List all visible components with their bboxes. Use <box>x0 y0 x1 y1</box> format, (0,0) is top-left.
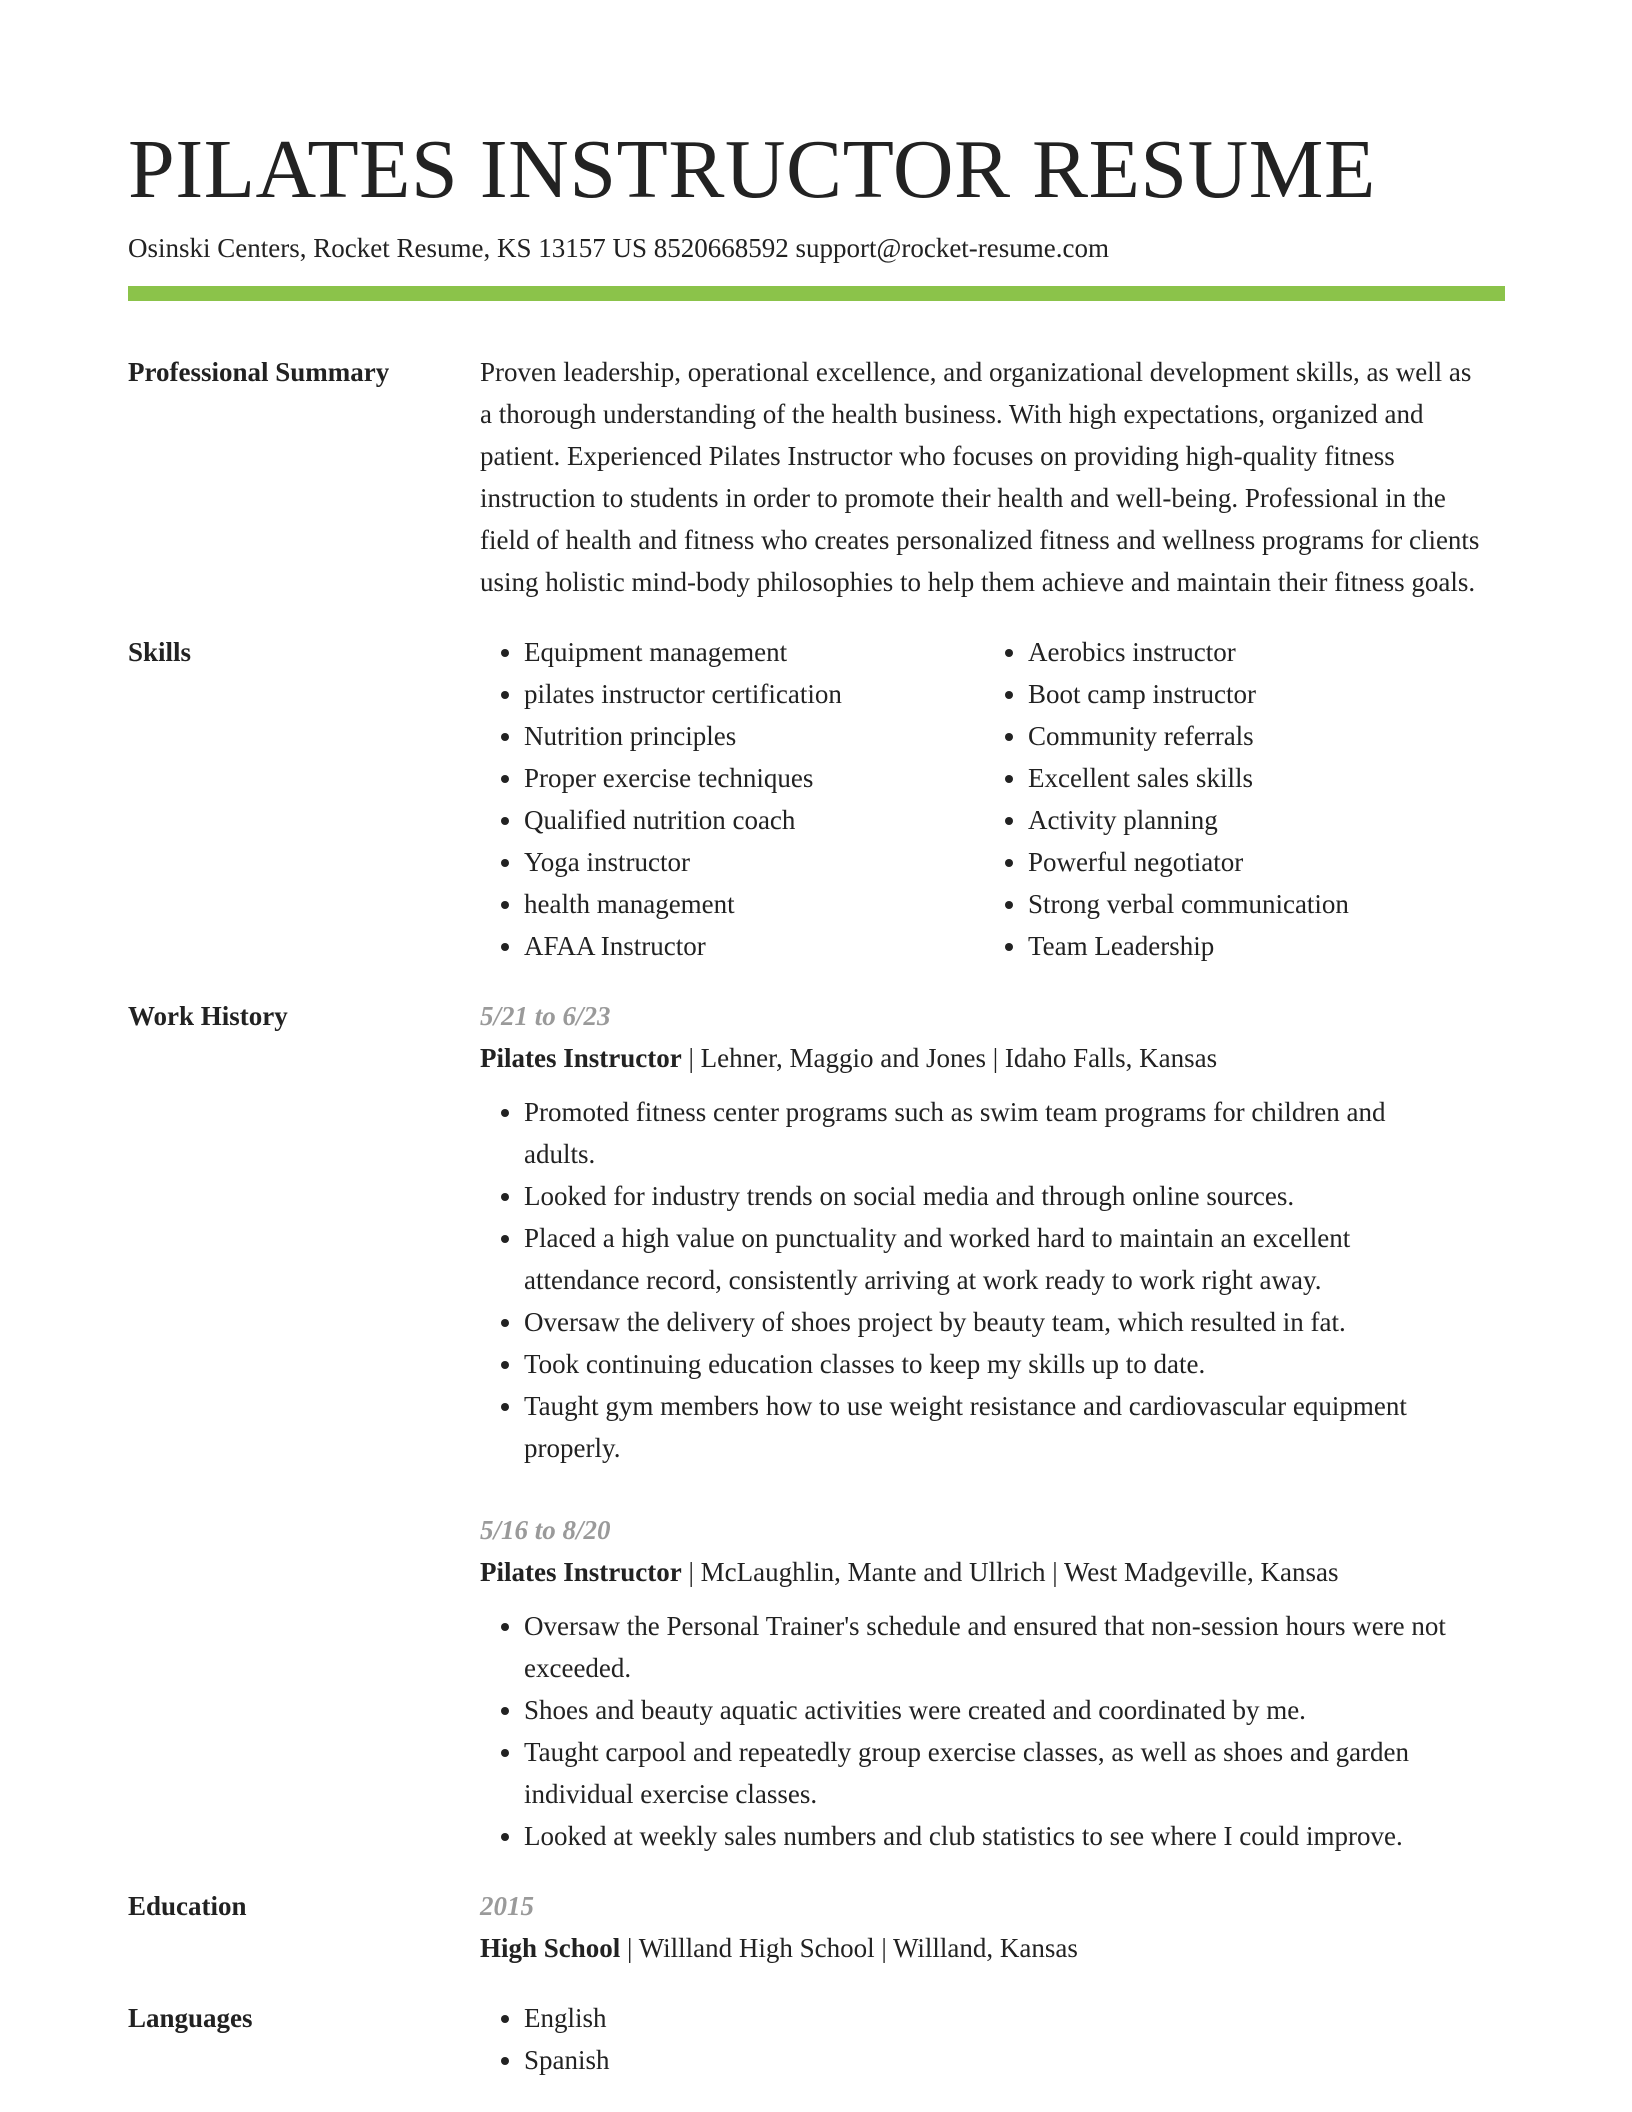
job-heading <box>480 1037 1480 1079</box>
education-details: | Willland High School | Willland, Kansas <box>620 1933 1078 1963</box>
languages-section <box>128 1997 1505 2081</box>
skill-item: • Equipment management <box>524 631 984 673</box>
skill-item: • health management <box>524 883 984 925</box>
section-label-languages: Languages <box>128 2003 253 2033</box>
skill-item: • Boot camp instructor <box>1028 673 1448 715</box>
summary-section <box>128 351 1505 603</box>
education-heading <box>480 1927 1480 1969</box>
job-entry <box>480 1509 1480 1857</box>
job-bullet: • Took continuing education classes to keep my skills up to date. <box>524 1343 1480 1385</box>
skill-item: • Proper exercise techniques <box>524 757 984 799</box>
job-dates: 5/21 to 6/23 <box>480 1001 611 1031</box>
job-bullet: • Looked at weekly sales numbers and club statistics to see where I could improve. <box>524 1815 1480 1857</box>
job-bullet: • Looked for industry trends on social media and through online sources. <box>524 1175 1480 1217</box>
skill-item: • Excellent sales skills <box>1028 757 1448 799</box>
skill-item: • pilates instructor certification <box>524 673 984 715</box>
summary-text: Proven leadership, operational excellence, and organizational development skills, as well as a thorough understanding of the health business. With high expectations, organized and patient. Experienced Pilates Instructor who focuses on providing high-quality fitness instruction to students in order to promote their health and well-being. Professional in the field of health and fitness who creates personalized fitness and wellness programs for clients using holistic mind-body philosophies to help them achieve and maintain their fitness goals. <box>480 357 1480 597</box>
skill-item: • AFAA Instructor <box>524 925 984 967</box>
skill-item: • Aerobics instructor <box>1028 631 1448 673</box>
languages-list <box>480 1997 1480 2081</box>
skill-item: • Community referrals <box>1028 715 1448 757</box>
job-role: Pilates Instructor <box>480 1557 682 1587</box>
skills-section <box>128 631 1505 967</box>
skill-item: • Qualified nutrition coach <box>524 799 984 841</box>
job-details: | McLaughlin, Mante and Ullrich | West Madgeville, Kansas <box>681 1557 1339 1587</box>
job-entry <box>480 995 1480 1469</box>
job-bullet: • Promoted fitness center programs such as swim team programs for children and adults. <box>524 1091 1480 1175</box>
section-label-summary: Professional Summary <box>128 357 390 387</box>
job-heading <box>480 1551 1480 1593</box>
skill-item: • Activity planning <box>1028 799 1448 841</box>
job-bullet: • Oversaw the delivery of shoes project by beauty team, which resulted in fat. <box>524 1301 1480 1343</box>
section-label-education: Education <box>128 1891 247 1921</box>
job-dates: 5/16 to 8/20 <box>480 1515 611 1545</box>
skill-item: • Powerful negotiator <box>1028 841 1448 883</box>
resume-page <box>128 120 1505 2081</box>
work-history-section <box>128 995 1505 1857</box>
job-role: Pilates Instructor <box>480 1043 682 1073</box>
skill-item: • Strong verbal communication <box>1028 883 1448 925</box>
job-bullet: • Shoes and beauty aquatic activities were created and coordinated by me. <box>524 1689 1480 1731</box>
skill-item: • Nutrition principles <box>524 715 984 757</box>
education-degree: High School <box>480 1933 621 1963</box>
job-bullet: • Taught gym members how to use weight resistance and cardiovascular equipment properly. <box>524 1385 1480 1469</box>
skills-list-right <box>984 631 1448 967</box>
section-label-work-history: Work History <box>128 1001 288 1031</box>
language-item: • English <box>524 1997 1480 2039</box>
job-bullet: • Placed a high value on punctuality and worked hard to maintain an excellent attendance record, consistently arriving at work ready to work right away. <box>524 1217 1480 1301</box>
contact-line: Osinski Centers, Rocket Resume, KS 13157 US 8520668592 support@rocket-resume.com <box>128 233 1110 263</box>
education-section <box>128 1885 1505 1969</box>
section-label-skills: Skills <box>128 637 192 667</box>
skill-item: • Yoga instructor <box>524 841 984 883</box>
job-bullet: • Oversaw the Personal Trainer's schedule and ensured that non-session hours were not exceeded. <box>524 1605 1480 1689</box>
skill-item: • Team Leadership <box>1028 925 1448 967</box>
skills-list-left <box>480 631 984 967</box>
job-bullets <box>480 1605 1480 1857</box>
language-item: • Spanish <box>524 2039 1480 2081</box>
education-year: 2015 <box>480 1891 534 1921</box>
resume-title: PILATES INSTRUCTOR RESUME <box>128 123 1376 216</box>
job-details: | Lehner, Maggio and Jones | Idaho Falls, Kansas <box>681 1043 1218 1073</box>
accent-rule <box>128 286 1505 301</box>
job-bullets <box>480 1091 1480 1469</box>
job-bullet: • Taught carpool and repeatedly group exercise classes, as well as shoes and garden individual exercise classes. <box>524 1731 1480 1815</box>
